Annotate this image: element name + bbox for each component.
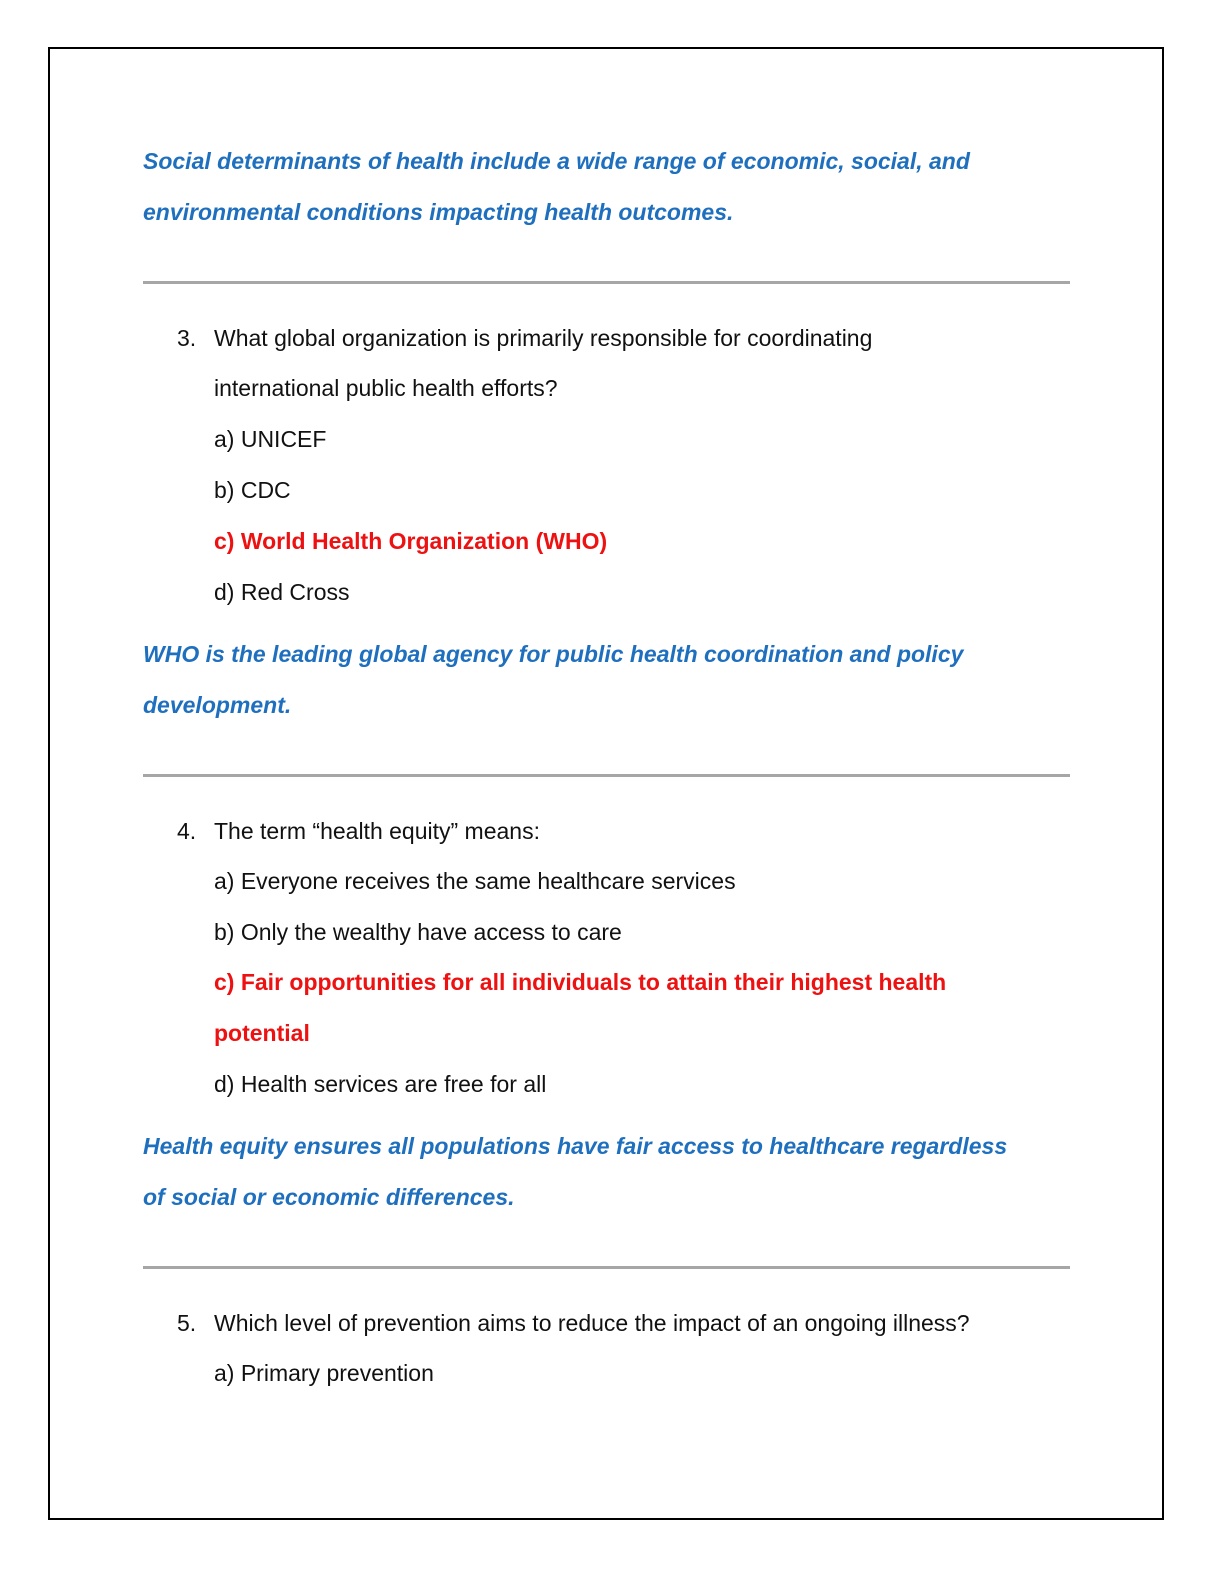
question-3-explanation-line-2: development. (143, 692, 292, 718)
question-4-option-a: a) Everyone receives the same healthcare services (214, 868, 736, 894)
question-4-number: 4. (177, 818, 197, 844)
question-4-option-b: b) Only the wealthy have access to care (214, 919, 622, 945)
question-4-text-line-1: The term “health equity” means: (214, 818, 540, 844)
question-5-text-line-1: Which level of prevention aims to reduce the impact of an ongoing illness? (214, 1310, 970, 1336)
page-border (48, 47, 1164, 1520)
intro-explanation-line-2: environmental conditions impacting health outcomes. (143, 199, 734, 225)
divider (143, 1266, 1070, 1269)
question-5-number: 5. (177, 1310, 197, 1336)
question-4-option-c-continuation: potential (214, 1020, 310, 1046)
question-4-option-c-correct: c) Fair opportunities for all individuals to attain their highest health (214, 969, 947, 995)
intro-explanation-line-1: Social determinants of health include a wide range of economic, social, and (143, 148, 970, 174)
question-3-text-line-2: international public health efforts? (214, 375, 558, 401)
question-3-option-a: a) UNICEF (214, 426, 327, 452)
question-3-explanation-line-1: WHO is the leading global agency for public health coordination and policy (143, 641, 964, 667)
divider (143, 774, 1070, 777)
divider (143, 281, 1070, 284)
question-4-explanation-line-2: of social or economic differences. (143, 1184, 515, 1210)
question-3-option-d: d) Red Cross (214, 579, 350, 605)
question-3-number: 3. (177, 325, 197, 351)
question-3-text-line-1: What global organization is primarily responsible for coordinating (214, 325, 873, 351)
question-3-option-c-correct: c) World Health Organization (WHO) (214, 528, 608, 554)
question-5-option-a: a) Primary prevention (214, 1360, 434, 1386)
question-3-option-b: b) CDC (214, 477, 291, 503)
question-4-explanation-line-1: Health equity ensures all populations have fair access to healthcare regardless (143, 1133, 1008, 1159)
question-4-option-d: d) Health services are free for all (214, 1071, 547, 1097)
